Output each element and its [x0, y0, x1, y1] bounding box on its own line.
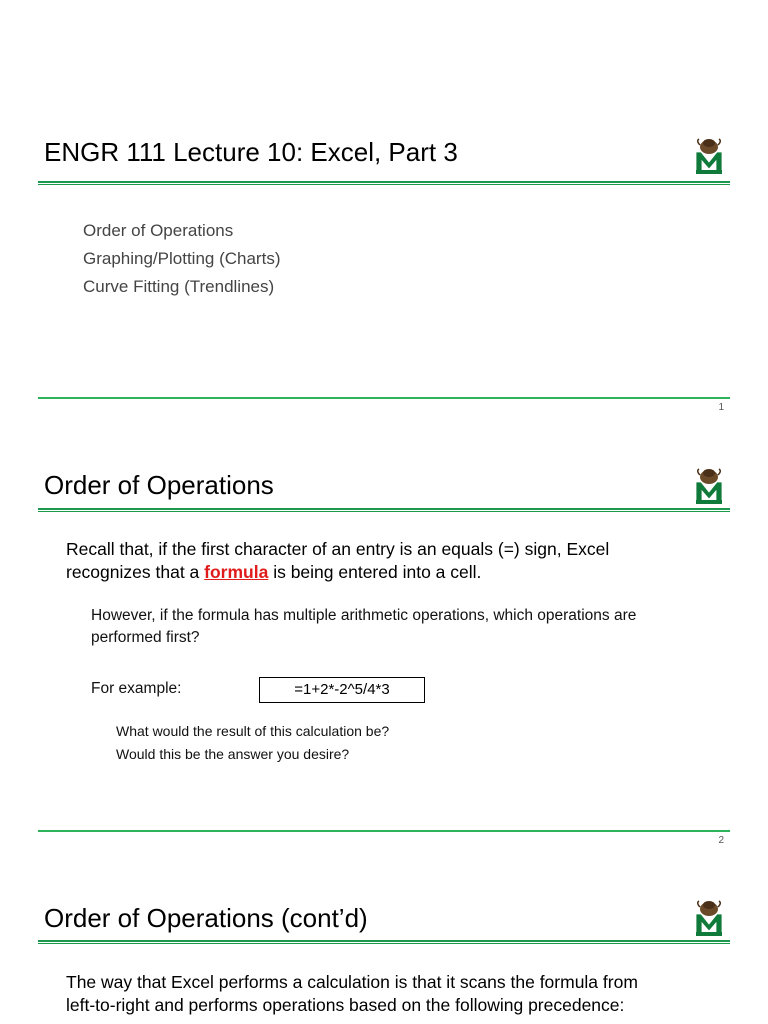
slide-title: ENGR 111 Lecture 10: Excel, Part 3: [44, 137, 458, 167]
body-line-1: The way that Excel performs a calculation is that it scans the formula from: [66, 972, 638, 992]
slide-title: Order of Operations: [44, 470, 274, 500]
recall-line-2-end: is being entered into a cell.: [268, 562, 482, 582]
list-item: Curve Fitting (Trendlines): [83, 277, 275, 296]
example-label: For example:: [91, 680, 182, 697]
list-item: Graphing/Plotting (Charts): [83, 249, 281, 268]
example-formula-box: =1+2*-2^5/4*3: [259, 677, 425, 703]
page-number: 1: [718, 402, 724, 413]
question-2: Would this be the answer you desire?: [116, 746, 350, 762]
page-number: 2: [718, 835, 724, 846]
recall-line-1: Recall that, if the first character of an entry is an equals (=) sign, Excel: [66, 539, 610, 559]
formula-link[interactable]: formula: [204, 562, 269, 582]
title-divider: [38, 940, 730, 944]
however-line-2: performed first?: [91, 629, 200, 646]
slide-title: Order of Operations (cont’d): [44, 903, 368, 933]
marshall-bison-logo-icon: [693, 899, 725, 937]
list-item: Order of Operations: [83, 221, 234, 240]
however-line-1: However, if the formula has multiple arithmetic operations, which operations are: [91, 607, 637, 624]
body-line-2: left-to-right and performs operations based on the following precedence:: [66, 995, 625, 1015]
question-1: What would the result of this calculation be?: [116, 723, 390, 739]
recall-line-2-start: recognizes that a: [66, 562, 205, 582]
